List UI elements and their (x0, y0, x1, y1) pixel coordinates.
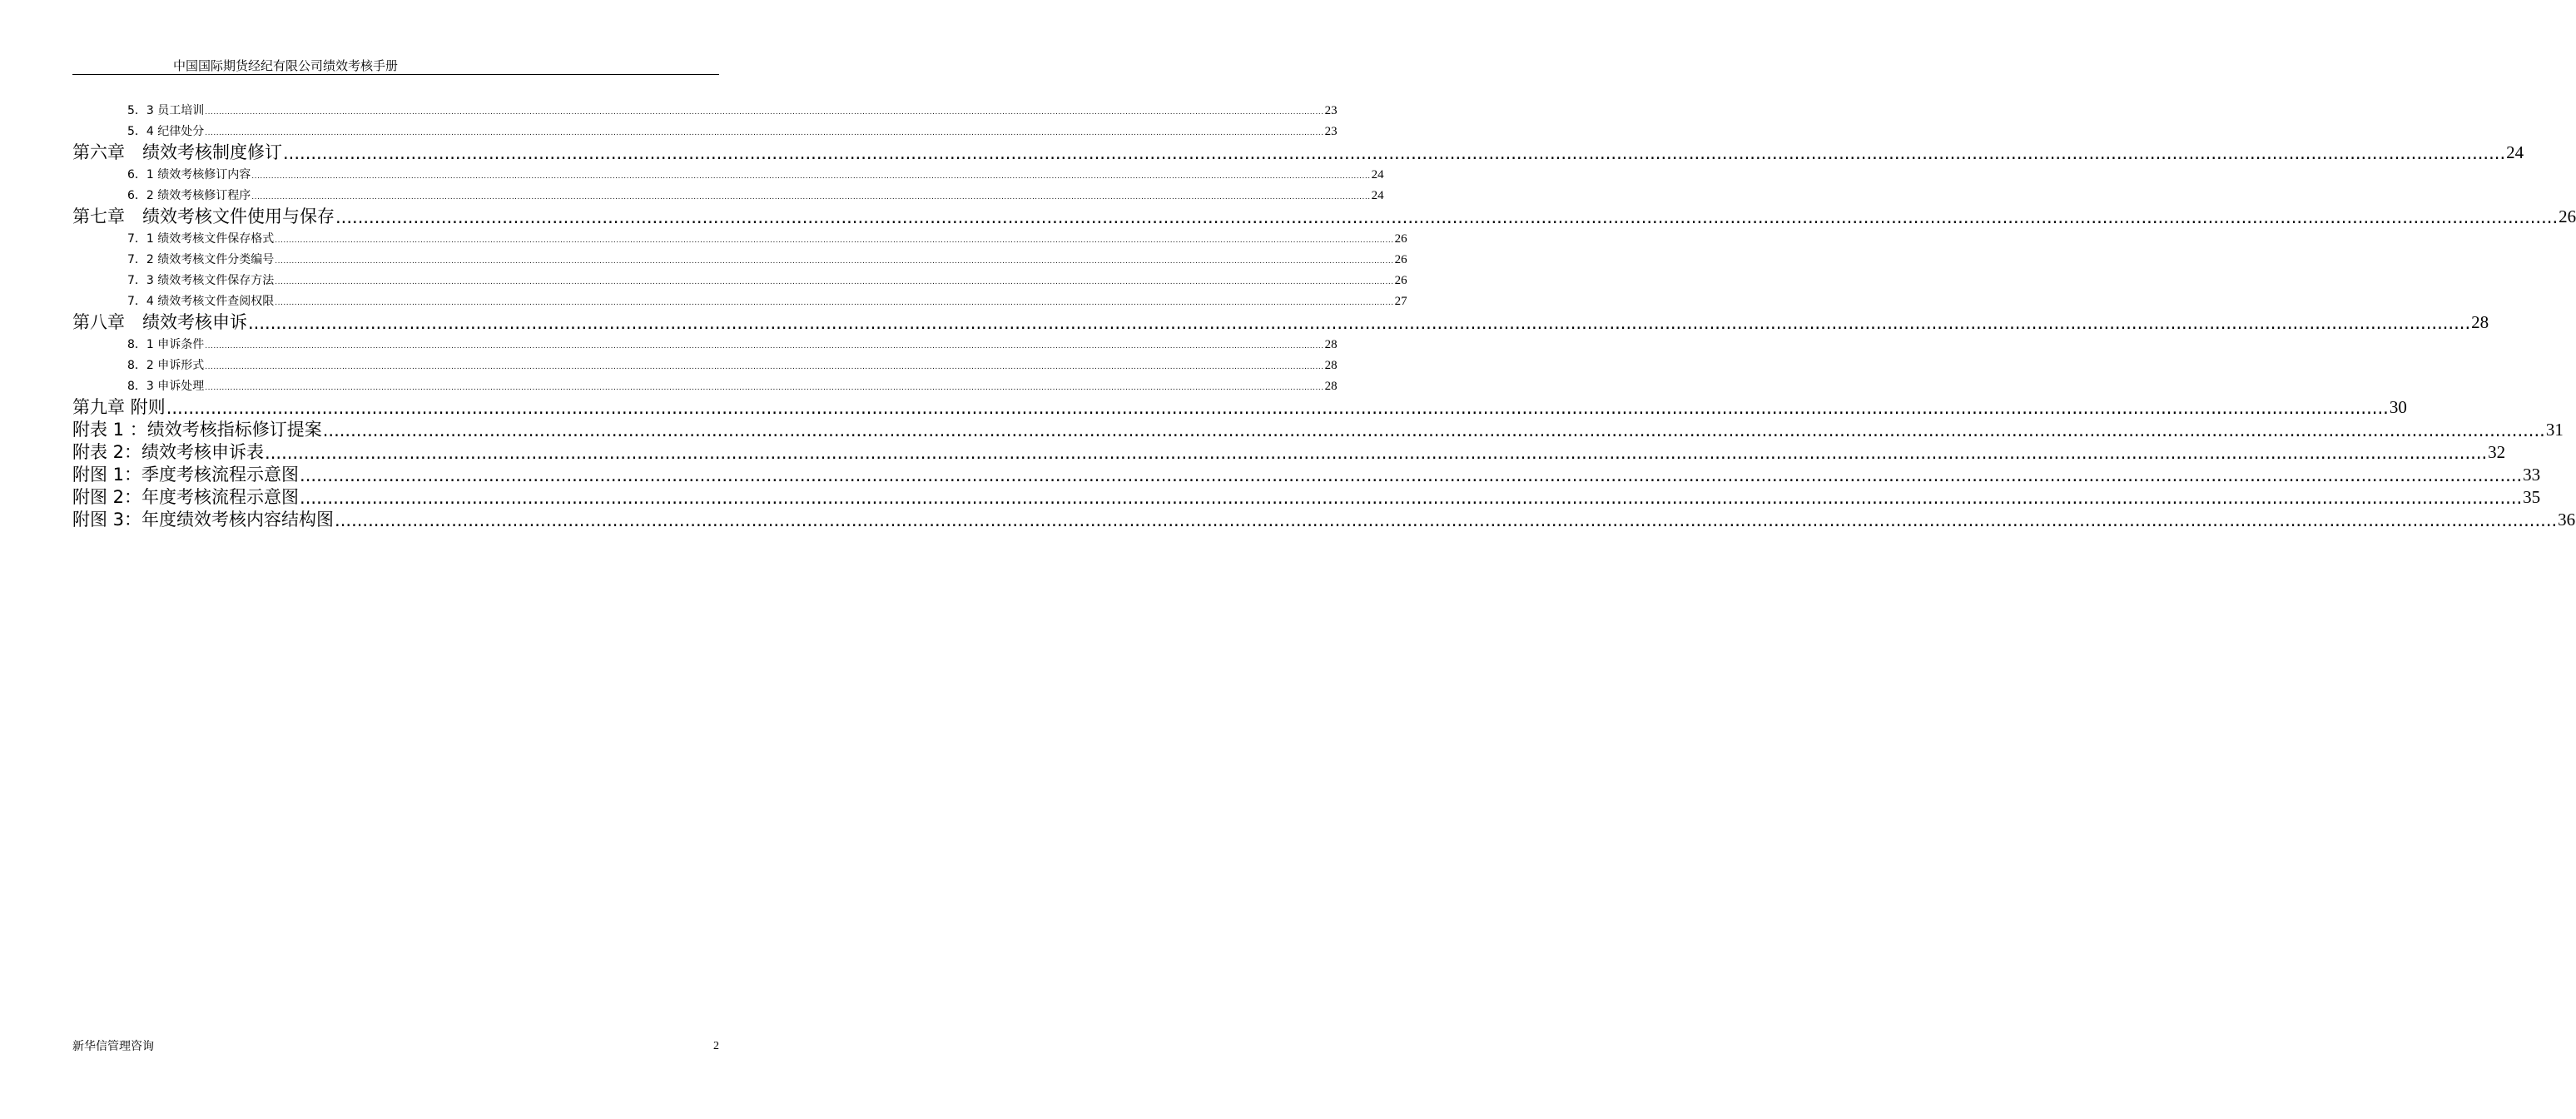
toc-entry-label: 7．2 绩效考核文件分类编号 (127, 253, 275, 266)
toc-dot-leader: ................................................................................................................................................................................................................................................................................................................................................................................................................ (300, 465, 2523, 485)
toc-section-entry[interactable] (127, 164, 1384, 182)
toc-entry-label: 8．2 申诉形式 (127, 359, 205, 372)
toc-entry-page: 24 (1371, 168, 1384, 182)
toc-entry-label: 7．1 绩效考核文件保存格式 (127, 232, 275, 246)
header-divider (72, 74, 719, 75)
toc-entry-page: 24 (2506, 142, 2524, 162)
toc-section-entry[interactable] (127, 228, 1407, 246)
toc-entry-label: 附图 1：季度考核流程示意图 (72, 465, 300, 485)
toc-chapter-entry[interactable] (72, 462, 2541, 485)
toc-entry-page: 28 (1324, 380, 1338, 393)
toc-entry-label: 第八章 绩效考核申诉 (72, 312, 247, 332)
toc-entry-page: 30 (2389, 397, 2407, 417)
toc-chapter-entry[interactable] (72, 395, 2407, 418)
toc-entry-label: 5．3 员工培训 (127, 104, 205, 117)
footer-company: 新华信管理咨询 (72, 1040, 154, 1053)
toc-entry-page: 23 (1324, 104, 1338, 117)
toc-entry-page: 28 (1324, 338, 1338, 351)
toc-section-entry[interactable] (127, 121, 1338, 139)
toc-entry-page: 28 (2471, 312, 2489, 332)
toc-entry-label: 7．4 绩效考核文件查阅权限 (127, 295, 275, 308)
toc-dot-leader: ................................................................................................................................................................................................................................................................................................................................................................................................................ (265, 443, 2488, 463)
toc-entry-page: 26 (1394, 232, 1407, 246)
toc-section-entry[interactable] (127, 100, 1338, 118)
toc-entry-page: 32 (2488, 442, 2506, 462)
toc-entry-page: 36 (2558, 510, 2576, 530)
toc-entry-label: 8．3 申诉处理 (127, 380, 205, 393)
toc-dot-leader: ................................................................................................................................................................................................................................................................................................................................................................................................................ (205, 363, 1324, 371)
footer-page-number: 2 (713, 1040, 719, 1052)
toc-entry-label: 7．3 绩效考核文件保存方法 (127, 274, 275, 287)
toc-dot-leader: ................................................................................................................................................................................................................................................................................................................................................................................................................ (205, 384, 1324, 392)
toc-entry-page: 26 (1394, 253, 1407, 266)
toc-entry-page: 35 (2523, 487, 2541, 507)
toc-dot-leader: ................................................................................................................................................................................................................................................................................................................................................................................................................ (205, 108, 1324, 117)
toc-dot-leader: ................................................................................................................................................................................................................................................................................................................................................................................................................ (322, 420, 2545, 440)
document-title: 中国国际期货经纪有限公司绩效考核手册 (173, 58, 399, 73)
toc-entry-label: 附表 1 ：绩效考核指标修订提案 (72, 420, 322, 440)
toc-entry-page: 26 (2559, 206, 2576, 226)
toc-entry-label: 第九章 附则 (72, 397, 166, 417)
toc-entry-label: 附表 2：绩效考核申诉表 (72, 442, 265, 462)
toc-entry-page: 31 (2545, 420, 2564, 440)
toc-dot-leader: ................................................................................................................................................................................................................................................................................................................................................................................................................ (248, 313, 2471, 333)
toc-entry-label: 第六章 绩效考核制度修订 (72, 142, 282, 162)
toc-chapter-entry[interactable] (72, 417, 2564, 440)
toc-dot-leader: ................................................................................................................................................................................................................................................................................................................................................................................................................ (275, 278, 1394, 286)
toc-section-entry[interactable] (127, 355, 1338, 373)
toc-section-entry[interactable] (127, 291, 1407, 309)
toc-section-entry[interactable] (127, 334, 1338, 352)
toc-dot-leader: ................................................................................................................................................................................................................................................................................................................................................................................................................ (166, 398, 2389, 418)
toc-dot-leader: ................................................................................................................................................................................................................................................................................................................................................................................................................ (335, 510, 2558, 530)
toc-dot-leader: ................................................................................................................................................................................................................................................................................................................................................................................................................ (275, 257, 1394, 266)
toc-entry-page: 24 (1371, 189, 1384, 202)
toc-chapter-entry[interactable] (72, 440, 2506, 463)
toc-chapter-entry[interactable] (72, 485, 2541, 508)
toc-dot-leader: ................................................................................................................................................................................................................................................................................................................................................................................................................ (275, 299, 1394, 307)
toc-chapter-entry[interactable] (72, 140, 2524, 163)
toc-entry-label: 附图 3：年度绩效考核内容结构图 (72, 510, 335, 530)
toc-section-entry[interactable] (127, 270, 1407, 288)
toc-dot-leader: ................................................................................................................................................................................................................................................................................................................................................................................................................ (275, 236, 1394, 245)
toc-section-entry[interactable] (127, 249, 1407, 267)
toc-entry-label: 附图 2：年度考核流程示意图 (72, 487, 300, 507)
toc-dot-leader: ................................................................................................................................................................................................................................................................................................................................................................................................................ (283, 143, 2506, 163)
toc-dot-leader: ................................................................................................................................................................................................................................................................................................................................................................................................................ (335, 207, 2559, 227)
toc-entry-label: 6．2 绩效考核修订程序 (127, 189, 251, 202)
toc-chapter-entry[interactable] (72, 310, 2489, 333)
toc-chapter-entry[interactable] (72, 204, 2576, 227)
toc-entry-page: 28 (1324, 359, 1338, 372)
toc-section-entry[interactable] (127, 185, 1384, 203)
toc-dot-leader: ................................................................................................................................................................................................................................................................................................................................................................................................................ (251, 172, 1371, 181)
toc-dot-leader: ................................................................................................................................................................................................................................................................................................................................................................................................................ (251, 193, 1371, 201)
toc-entry-label: 第七章 绩效考核文件使用与保存 (72, 206, 335, 226)
toc-dot-leader: ................................................................................................................................................................................................................................................................................................................................................................................................................ (205, 129, 1324, 137)
toc-entry-page: 23 (1324, 125, 1338, 138)
toc-entry-page: 33 (2523, 465, 2541, 485)
toc-chapter-entry[interactable] (72, 507, 2576, 530)
toc-entry-page: 27 (1394, 295, 1407, 308)
toc-entry-label: 6．1 绩效考核修订内容 (127, 168, 251, 182)
toc-entry-label: 8．1 申诉条件 (127, 338, 205, 351)
toc-dot-leader: ................................................................................................................................................................................................................................................................................................................................................................................................................ (300, 488, 2523, 508)
toc-dot-leader: ................................................................................................................................................................................................................................................................................................................................................................................................................ (205, 342, 1324, 351)
toc-entry-page: 26 (1394, 274, 1407, 287)
toc-entry-label: 5．4 纪律处分 (127, 125, 205, 138)
toc-section-entry[interactable] (127, 375, 1338, 394)
